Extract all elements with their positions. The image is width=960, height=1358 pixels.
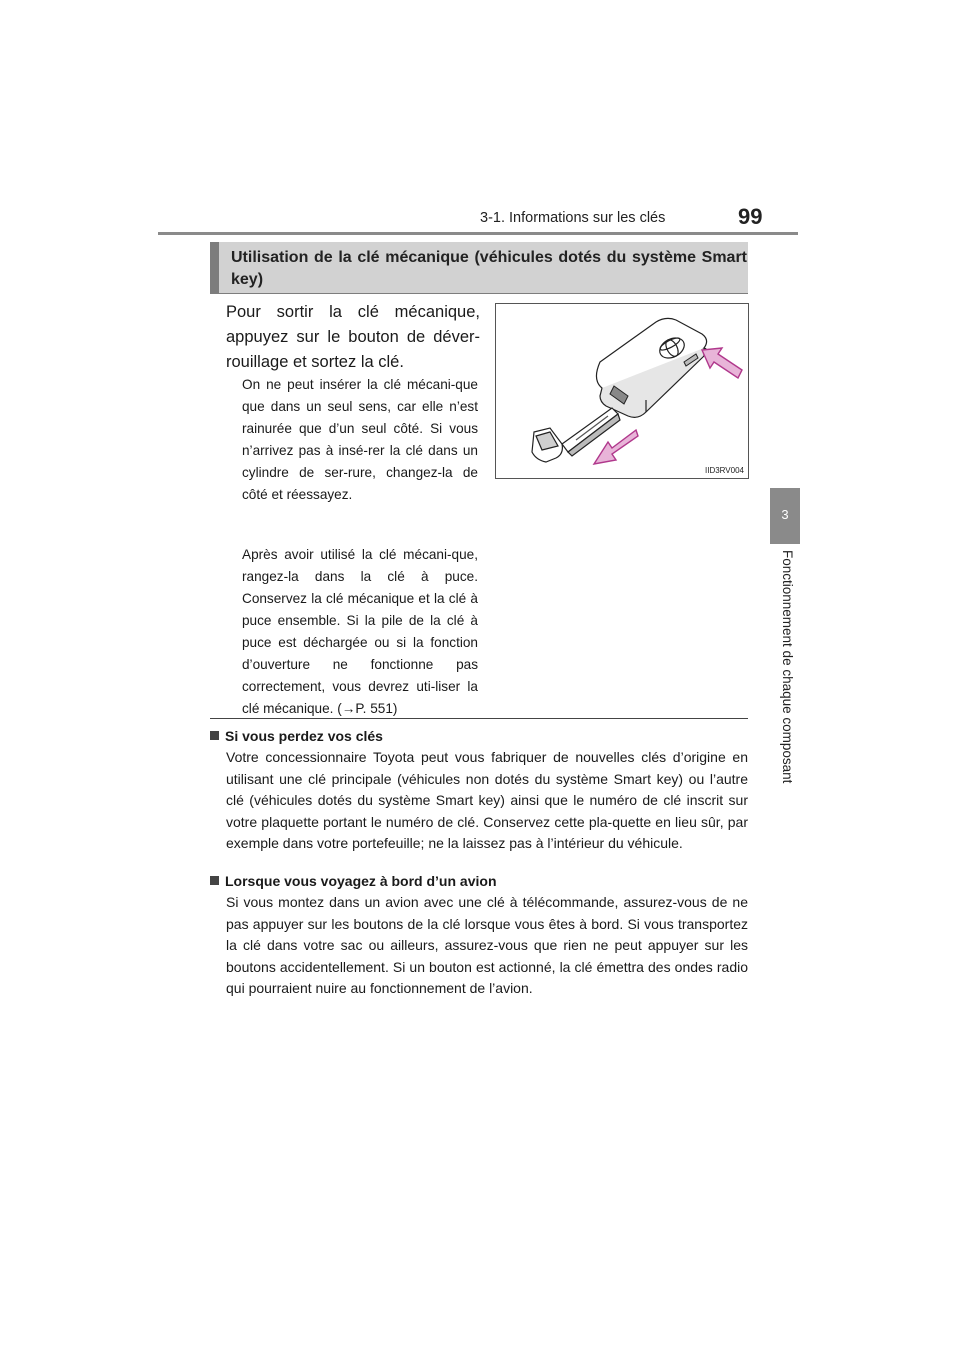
tip-title-text: Lorsque vous voyagez à bord d’un avion [225,873,497,889]
press-arrow-icon [702,348,742,378]
smart-key-drawing [496,304,748,478]
intro-paragraph: Pour sortir la clé mécanique, appuyez sur le bouton de déver-rouillage et sortez la clé. [226,303,480,371]
tip-body: Votre concessionnaire Toyota peut vous fabriquer de nouvelles clés d’origine en utilisant une clé principale (véhicules non dotés du système Smart key) ou l’autre clé (véhicules dotés du système Smart key) ainsi que le numéro de clé inscrit sur votre plaquette portant le numéro de clé. Conservez cette pla-quette en lieu sûr, par exemple dans votre portefeuille; ne la laissez pas à l’intérieur du véhicule. [226,749,748,851]
section-heading [210,242,748,294]
header-section-title: 3-1. Informations sur les clés [480,210,666,226]
note-paragraph: Après avoir utilisé la clé mécani-que, rangez-la dans la clé à puce. Conservez la clé mécanique et la clé à puce ensemble. Si la pile de la clé à puce est déchargée ou si la fonction d’ouverture ne fonctionne pas correctement, vous devrez uti-liser la clé mécanique. (→P. 551) [242,547,478,716]
tip-block [210,870,748,1000]
square-bullet-icon [210,876,219,885]
page-number: 99 [738,204,763,229]
tip-title-text: Si vous perdez vos clés [225,728,383,744]
tip-title [210,870,748,892]
square-bullet-icon [210,731,219,740]
header-rule [158,232,798,235]
tip-title [210,725,748,747]
key-illustration [495,303,749,479]
chapter-tab-number: 3 [781,507,789,522]
section-divider [210,718,748,719]
figure-code: IID3RV004 [705,466,744,475]
key-fob [596,318,707,417]
note-paragraph: On ne peut insérer la clé mécani-que que dans un seul sens, car elle n’est rainurée que d’un seul côté. Si vous n’arrivez pas à insé-rer la clé dans un cylindre de ser-rure, changez-la de côté et réessayez. [242,377,478,502]
chapter-tab-label: Fonctionnement de chaque composant [780,550,795,784]
tip-body: Si vous montez dans un avion avec une clé à télécommande, assurez-vous de ne pas appuyer sur les boutons de la clé lorsque vous êtes à bord. Si vous transportez la clé dans votre sac ou ailleurs, assurez-vous que rien ne peut appuyer sur les boutons accidentellement. Si un bouton est actionné, la clé émettra des ondes radio qui pourraient nuire au fonctionnement de l’avion. [226,894,748,996]
section-heading-text: Utilisation de la clé mécanique (véhicules dotés du système Smart key) [231,249,747,288]
heading-underline [210,293,748,294]
tip-block [210,725,748,855]
